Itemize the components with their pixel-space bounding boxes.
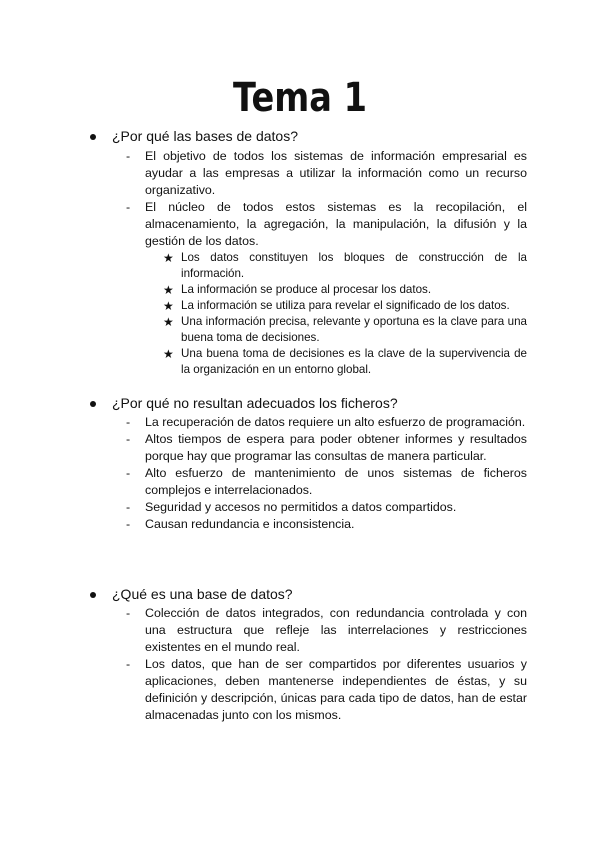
dash-icon: - bbox=[126, 149, 131, 163]
list-item-text: Altos tiempos de espera para poder obtener informes y resultados porque hay que programar las consultas de manera particular. bbox=[145, 432, 527, 463]
dash-icon: - bbox=[126, 200, 131, 214]
star-icon: ★ bbox=[163, 283, 174, 297]
dash-icon: - bbox=[126, 432, 131, 446]
list-item-text: Causan redundancia e inconsistencia. bbox=[145, 517, 355, 531]
section-question: ¿Por qué no resultan adecuados los ficheros? bbox=[112, 395, 398, 411]
star-item bbox=[163, 250, 527, 282]
page-title: Tema 1 bbox=[232, 75, 368, 121]
star-icon: ★ bbox=[163, 299, 174, 313]
dash-icon: - bbox=[126, 606, 131, 620]
star-item bbox=[163, 282, 527, 298]
list-item bbox=[126, 431, 527, 465]
list-item bbox=[126, 199, 527, 378]
list-item-text: El núcleo de todos estos sistemas es la recopilación, el almacenamiento, la agregación, la manipulación, la difusión y la gestión de los datos. bbox=[145, 200, 527, 248]
section-question: ¿Por qué las bases de datos? bbox=[112, 128, 299, 144]
star-icon: ★ bbox=[163, 315, 174, 329]
list-item-text: Seguridad y accesos no permitidos a datos compartidos. bbox=[145, 500, 457, 514]
star-list bbox=[163, 250, 527, 378]
list-item-text: Colección de datos integrados, con redundancia controlada y con una estructura que refleje las interrelaciones y restricciones existentes en el mundo real. bbox=[145, 606, 527, 654]
list-item-text: La recuperación de datos requiere un alto esfuerzo de programación. bbox=[145, 415, 526, 429]
star-item bbox=[163, 346, 527, 378]
star-item bbox=[163, 298, 527, 314]
list-item-text: Alto esfuerzo de mantenimiento de unos sistemas de ficheros complejos e interrelacionados. bbox=[145, 466, 527, 497]
dash-list bbox=[0, 605, 600, 724]
star-item-text: La información se utiliza para revelar el significado de los datos. bbox=[181, 299, 510, 312]
list-item bbox=[126, 148, 527, 199]
section-question: ¿Qué es una base de datos? bbox=[112, 586, 293, 602]
star-item-text: Una buena toma de decisiones es la clave de la supervivencia de la organización en un entorno global. bbox=[181, 347, 527, 376]
list-item bbox=[126, 605, 527, 656]
dash-list bbox=[0, 148, 600, 378]
list-item bbox=[126, 656, 527, 724]
list-item bbox=[126, 499, 527, 516]
star-icon: ★ bbox=[163, 251, 174, 265]
list-item-text: El objetivo de todos los sistemas de información empresarial es ayudar a las empresas a utilizar la información como un recurso organizativo. bbox=[145, 149, 527, 197]
bullet-icon bbox=[90, 134, 96, 140]
list-item-text: Los datos, que han de ser compartidos por diferentes usuarios y aplicaciones, deben mantenerse independientes de éstas, y su definición y descripción, únicas para cada tipo de datos, han de estar almacenadas junto con los mismos. bbox=[145, 657, 527, 722]
dash-list bbox=[0, 414, 600, 533]
list-item bbox=[126, 414, 527, 431]
star-item bbox=[163, 314, 527, 346]
bullet-icon bbox=[90, 401, 96, 407]
dash-icon: - bbox=[126, 500, 131, 514]
star-icon: ★ bbox=[163, 347, 174, 361]
dash-icon: - bbox=[126, 657, 131, 671]
list-item bbox=[126, 465, 527, 499]
dash-icon: - bbox=[126, 517, 131, 531]
dash-icon: - bbox=[126, 415, 131, 429]
star-item-text: La información se produce al procesar los datos. bbox=[181, 283, 432, 296]
list-item bbox=[126, 516, 527, 533]
bullet-icon bbox=[90, 592, 96, 598]
star-item-text: Los datos constituyen los bloques de construcción de la información. bbox=[181, 251, 527, 280]
star-item-text: Una información precisa, relevante y oportuna es la clave para una buena toma de decisiones. bbox=[181, 315, 527, 344]
dash-icon: - bbox=[126, 466, 131, 480]
